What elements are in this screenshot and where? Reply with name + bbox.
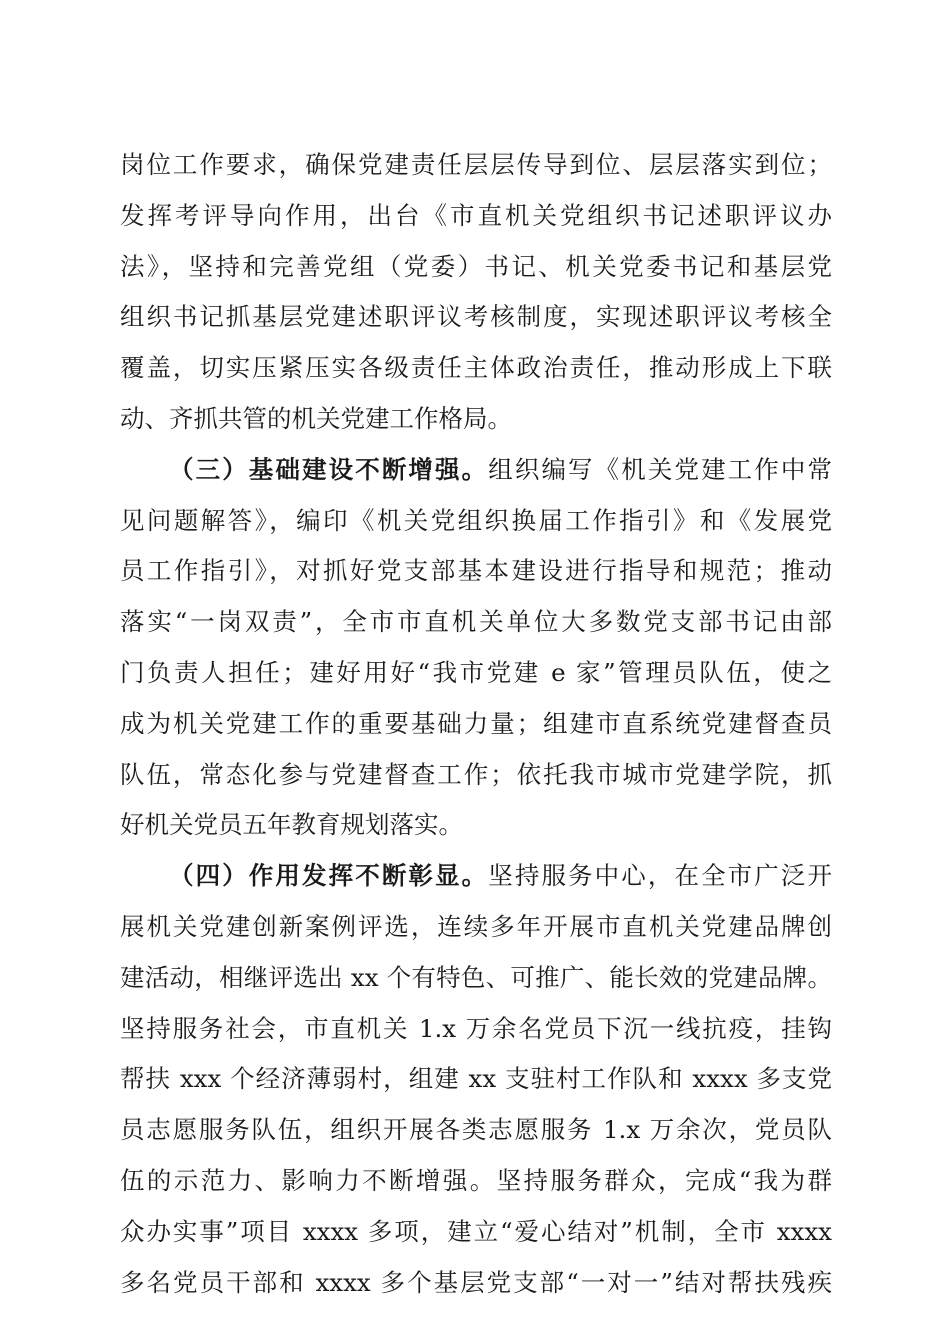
text-line: 帮扶 xxx 个经济薄弱村，组建 xx 支驻村工作队和 xxxx 多支党 <box>120 1064 832 1094</box>
text-line: 法》，坚持和完善党组（党委）书记、机关党委书记和基层党 <box>120 251 832 281</box>
text-line: 动、齐抓共管的机关党建工作格局。 <box>120 403 512 433</box>
text-line: 成为机关党建工作的重要基础力量；组建市直系统党建督查员 <box>120 708 832 738</box>
text-run: 组织编写《机关党建工作中常 <box>488 454 832 484</box>
text-line: 众办实事”项目 xxxx 多项，建立“爱心结对”机制，全市 xxxx <box>120 1216 832 1246</box>
text-line: 伍的示范力、影响力不断增强。坚持服务群众，完成“我为群 <box>120 1165 832 1195</box>
paragraph-foundation <box>120 445 832 851</box>
text-line: 见问题解答》，编印《机关党组织换届工作指引》和《发展党 <box>120 505 832 535</box>
text-line: 建活动，相继评选出 xx 个有特色、可推广、能长效的党建品牌。 <box>120 962 832 992</box>
text-line: 员工作指引》，对抓好党支部基本建设进行指导和规范；推动 <box>120 556 832 586</box>
text-line: 落实“一岗双责”，全市市直机关单位大多数党支部书记由部 <box>120 607 832 637</box>
text-line: 组织书记抓基层党建述职评议考核制度，实现述职评议考核全 <box>120 302 832 332</box>
text-line: 展机关党建创新案例评选，连续多年开展市直机关党建品牌创 <box>120 911 832 941</box>
text-line: 好机关党员五年教育规划落实。 <box>120 810 463 840</box>
text-line: 多名党员干部和 xxxx 多个基层党支部“一对一”结对帮扶残疾 <box>120 1267 832 1297</box>
text-line-first <box>120 445 832 496</box>
text-line: 覆盖，切实压紧压实各级责任主体政治责任，推动形成上下联 <box>120 353 832 383</box>
text-line: 队伍，常态化参与党建督查工作；依托我市城市党建学院，抓 <box>120 759 832 789</box>
paragraph-role <box>120 851 832 1308</box>
text-line: 发挥考评导向作用，出台《市直机关党组织书记述职评议办 <box>120 200 832 230</box>
text-run: 坚持服务中心，在全市广泛开 <box>488 861 832 891</box>
section-heading: （三）基础建设不断增强。 <box>169 454 489 484</box>
paragraph-responsibility <box>120 140 832 445</box>
text-line-first <box>120 851 832 902</box>
text-line: 门负责人担任；建好用好“我市党建 e 家”管理员队伍，使之 <box>120 657 832 687</box>
text-line: 员志愿服务队伍，组织开展各类志愿服务 1.x 万余次，党员队 <box>120 1115 833 1145</box>
section-heading: （四）作用发挥不断彰显。 <box>169 861 489 891</box>
text-line: 坚持服务社会，市直机关 1.x 万余名党员下沉一线抗疫，挂钩 <box>120 1013 833 1043</box>
document-page <box>120 140 832 1308</box>
text-line: 岗位工作要求，确保党建责任层层传导到位、层层落实到位； <box>120 150 832 179</box>
